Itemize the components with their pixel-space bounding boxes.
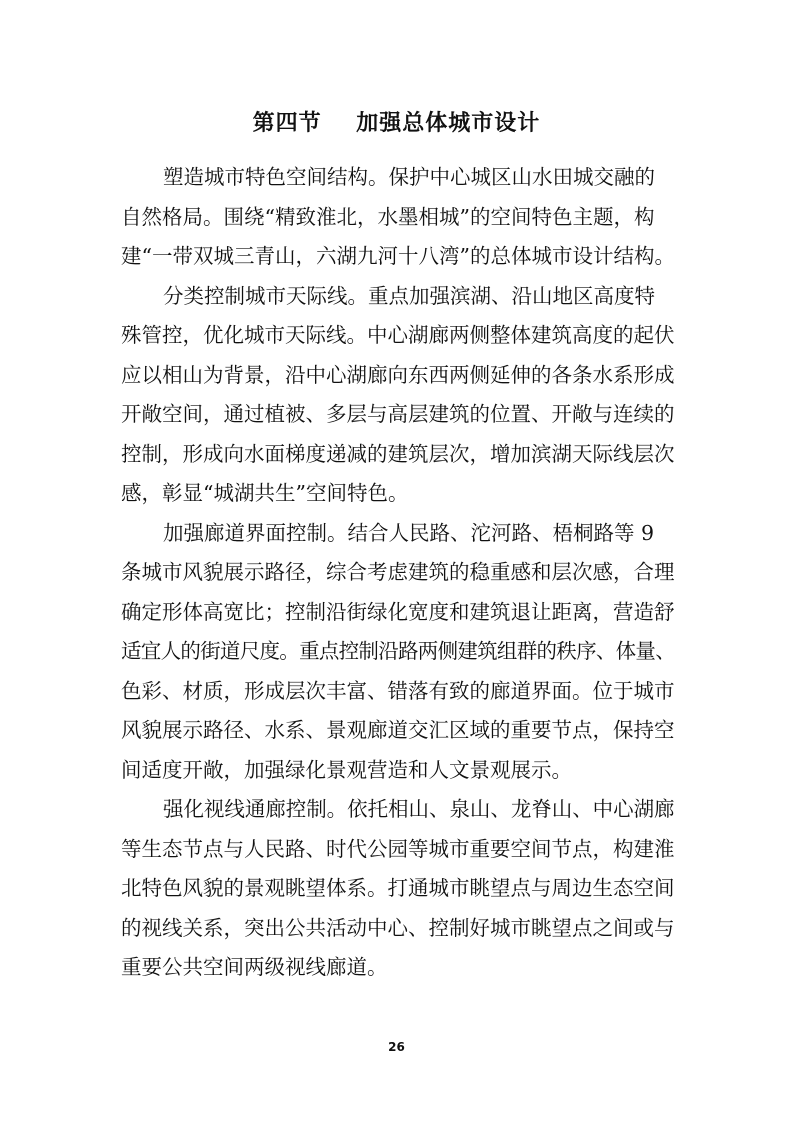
paragraph-line: 确定形体高宽比；控制沿街绿化宽度和建筑退让距离，营造舒 bbox=[121, 599, 675, 624]
paragraph-sightline-corridor bbox=[121, 790, 675, 988]
paragraph-skyline-structure bbox=[121, 158, 675, 277]
paragraph-line: 殊管控，优化城市天际线。中心湖廊两侧整体建筑高度的起伏 bbox=[121, 323, 675, 347]
document-body bbox=[121, 158, 675, 988]
paragraph-line: 开敞空间，通过植被、多层与高层建筑的位置、开敞与连续的 bbox=[121, 402, 675, 426]
paragraph-line: 塑造城市特色空间结构。保护中心城区山水田城交融的 bbox=[163, 165, 655, 189]
paragraph-line: 等生态节点与人民路、时代公园等城市重要空间节点，构建淮 bbox=[121, 836, 675, 861]
paragraph-line: 风貌展示路径、水系、景观廊道交汇区域的重要节点，保持空 bbox=[121, 718, 675, 742]
paragraph-line: 条城市风貌展示路径，综合考虑建筑的稳重感和层次感，合理 bbox=[121, 560, 675, 584]
paragraph-line: 强化视线通廊控制。依托相山、泉山、龙脊山、中心湖廊 bbox=[163, 797, 675, 821]
page-number: 26 bbox=[388, 1040, 405, 1054]
paragraph-line: 重要公共空间两级视线廊道。 bbox=[121, 955, 388, 979]
paragraph-line: 北特色风貌的景观眺望体系。打通城市眺望点与周边生态空间 bbox=[121, 876, 675, 900]
paragraph-line: 自然格局。围绕“精致淮北，水墨相城”的空间特色主题，构 bbox=[121, 204, 655, 229]
paragraph-line: 感，彰显“城湖共生”空间特色。 bbox=[121, 481, 409, 505]
paragraph-line: 控制，形成向水面梯度递减的建筑层次，增加滨湖天际线层次 bbox=[121, 441, 675, 466]
paragraph-line: 适宜人的街道尺度。重点控制沿路两侧建筑组群的秩序、体量、 bbox=[121, 639, 675, 663]
paragraph-corridor-interface bbox=[121, 514, 675, 791]
paragraph-line: 的视线关系，突出公共活动中心、控制好城市眺望点之间或与 bbox=[121, 915, 675, 940]
paragraph-skyline-control bbox=[121, 277, 675, 514]
paragraph-line: 加强廊道界面控制。结合人民路、沱河路、梧桐路等 9 bbox=[163, 520, 655, 545]
paragraph-line: 建“一带双城三青山，六湖九河十八湾”的总体城市设计结构。 bbox=[121, 244, 675, 268]
paragraph-line: 间适度开敞，加强绿化景观营造和人文景观展示。 bbox=[121, 757, 572, 782]
paragraph-line: 色彩、材质，形成层次丰富、错落有致的廊道界面。位于城市 bbox=[121, 678, 675, 703]
paragraph-line: 分类控制城市天际线。重点加强滨湖、沿山地区高度特 bbox=[163, 283, 655, 308]
section-title: 第四节 加强总体城市设计 bbox=[252, 111, 541, 136]
paragraph-line: 应以相山为背景，沿中心湖廊向东西两侧延伸的各条水系形成 bbox=[121, 362, 675, 387]
